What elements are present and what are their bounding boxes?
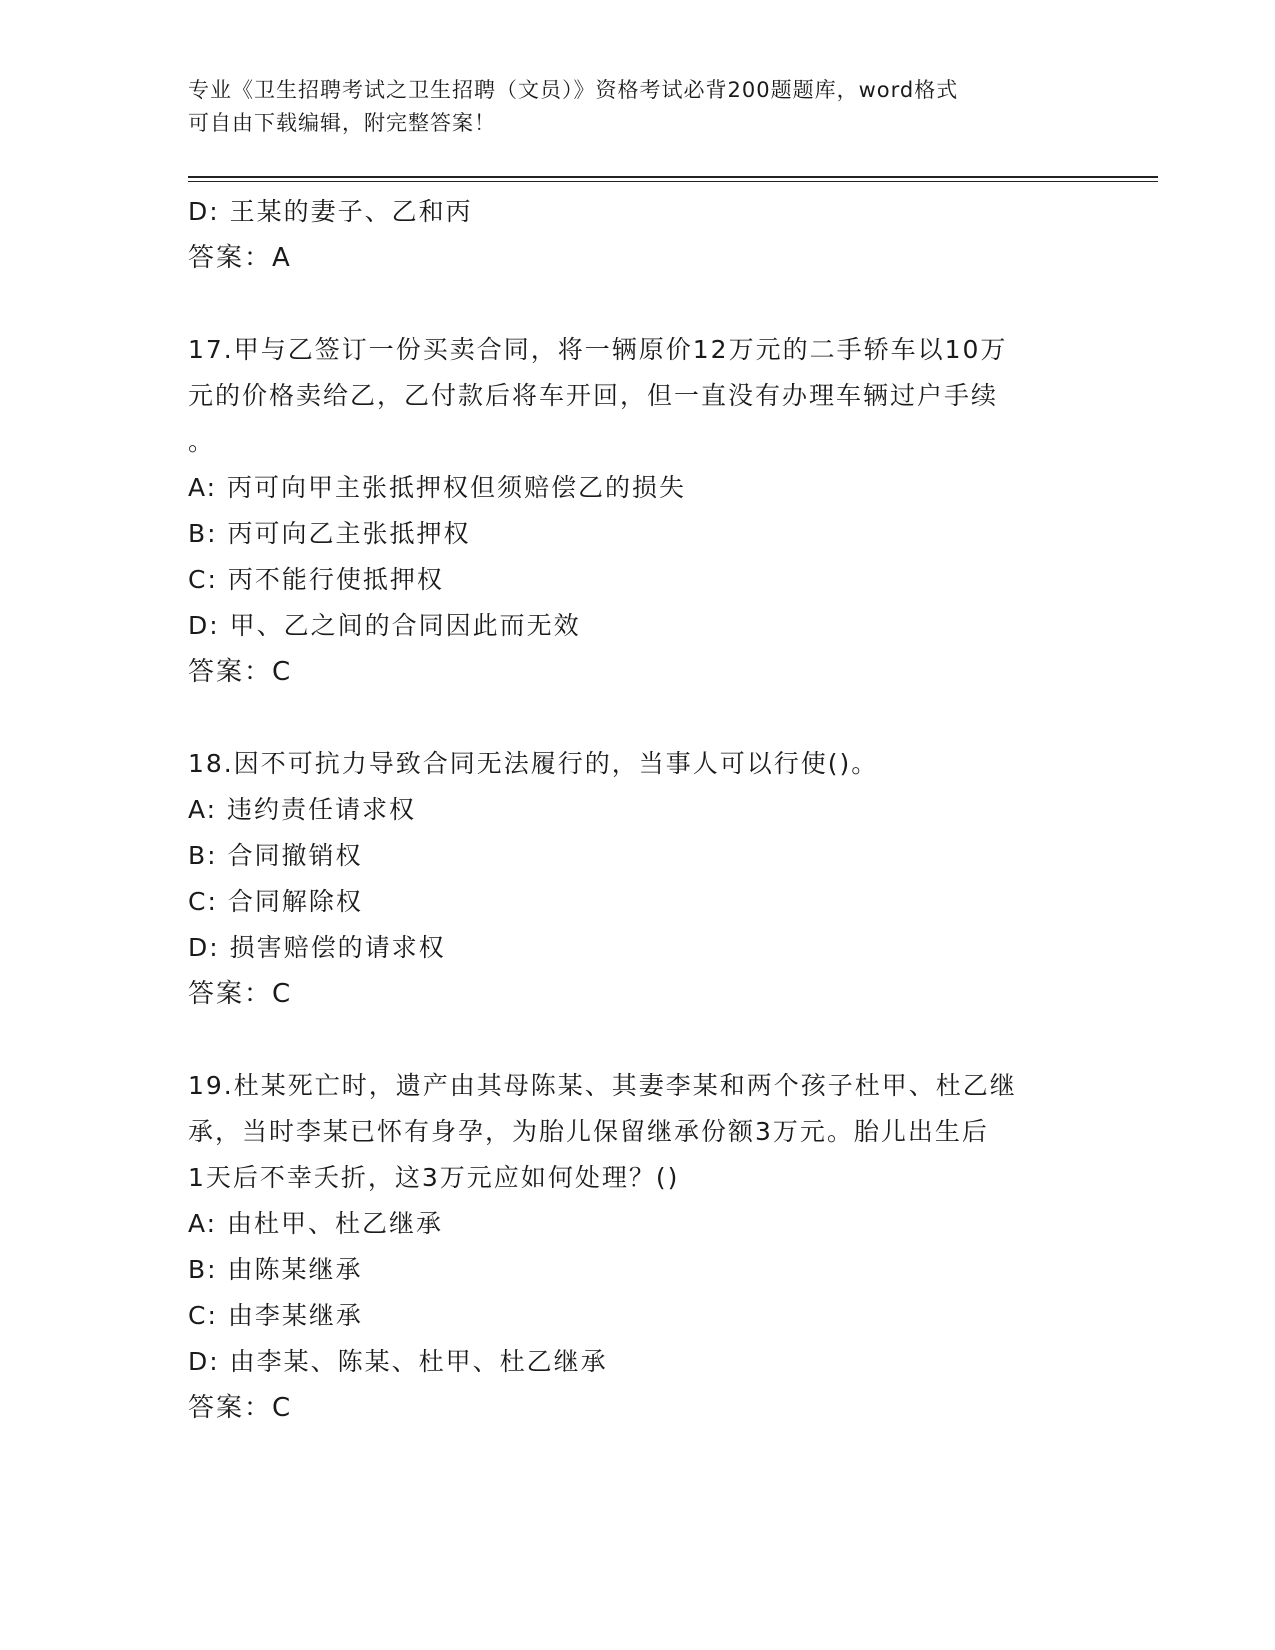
question-stem-line: 。 — [188, 427, 216, 456]
question-content — [188, 189, 1088, 1431]
spacer — [188, 1017, 1088, 1063]
option-a: A: 丙可向甲主张抵押权但须赔偿乙的损失 — [188, 473, 687, 502]
option-b: B: 由陈某继承 — [188, 1255, 363, 1284]
page-header — [188, 74, 1068, 140]
question-stem-line: 17.甲与乙签订一份买卖合同，将一辆原价12万元的二手轿车以10万 — [188, 335, 1008, 364]
header-line-1: 专业《卫生招聘考试之卫生招聘（文员）》资格考试必背200题题库，word格式 — [188, 78, 959, 102]
answer-line: 答案：C — [188, 657, 293, 687]
header-line-2: 可自由下载编辑，附完整答案！ — [188, 111, 496, 135]
question-18 — [188, 741, 1088, 1017]
header-rule-thick — [188, 176, 1158, 178]
option-c: C: 合同解除权 — [188, 887, 363, 916]
option-d: D: 甲、乙之间的合同因此而无效 — [188, 611, 581, 640]
previous-question-tail — [188, 189, 1088, 281]
answer-line: 答案：C — [188, 1393, 293, 1423]
spacer — [188, 281, 1088, 327]
option-d: D: 由李某、陈某、杜甲、杜乙继承 — [188, 1347, 608, 1376]
option-b: B: 合同撤销权 — [188, 841, 363, 870]
answer-line: 答案：C — [188, 979, 293, 1009]
question-stem-line: 1天后不幸夭折，这3万元应如何处理？() — [188, 1163, 680, 1192]
question-stem-line: 19.杜某死亡时，遗产由其母陈某、其妻李某和两个孩子杜甲、杜乙继 — [188, 1071, 1017, 1100]
option-a: A: 由杜甲、杜乙继承 — [188, 1209, 444, 1238]
option-c: C: 由李某继承 — [188, 1301, 363, 1330]
option-d: D: 损害赔偿的请求权 — [188, 933, 446, 962]
question-stem-line: 承，当时李某已怀有身孕，为胎儿保留继承份额3万元。胎儿出生后 — [188, 1117, 989, 1146]
question-19 — [188, 1063, 1088, 1431]
question-stem-line: 18.因不可抗力导致合同无法履行的，当事人可以行使()。 — [188, 749, 879, 778]
option-a: A: 违约责任请求权 — [188, 795, 417, 824]
option-d: D: 王某的妻子、乙和丙 — [188, 197, 473, 226]
question-stem-line: 元的价格卖给乙，乙付款后将车开回，但一直没有办理车辆过户手续 — [188, 381, 999, 410]
option-b: B: 丙可向乙主张抵押权 — [188, 519, 471, 548]
option-c: C: 丙不能行使抵押权 — [188, 565, 444, 594]
question-17 — [188, 327, 1088, 695]
spacer — [188, 695, 1088, 741]
answer-line: 答案：A — [188, 243, 292, 273]
header-rule-thin — [188, 181, 1158, 182]
